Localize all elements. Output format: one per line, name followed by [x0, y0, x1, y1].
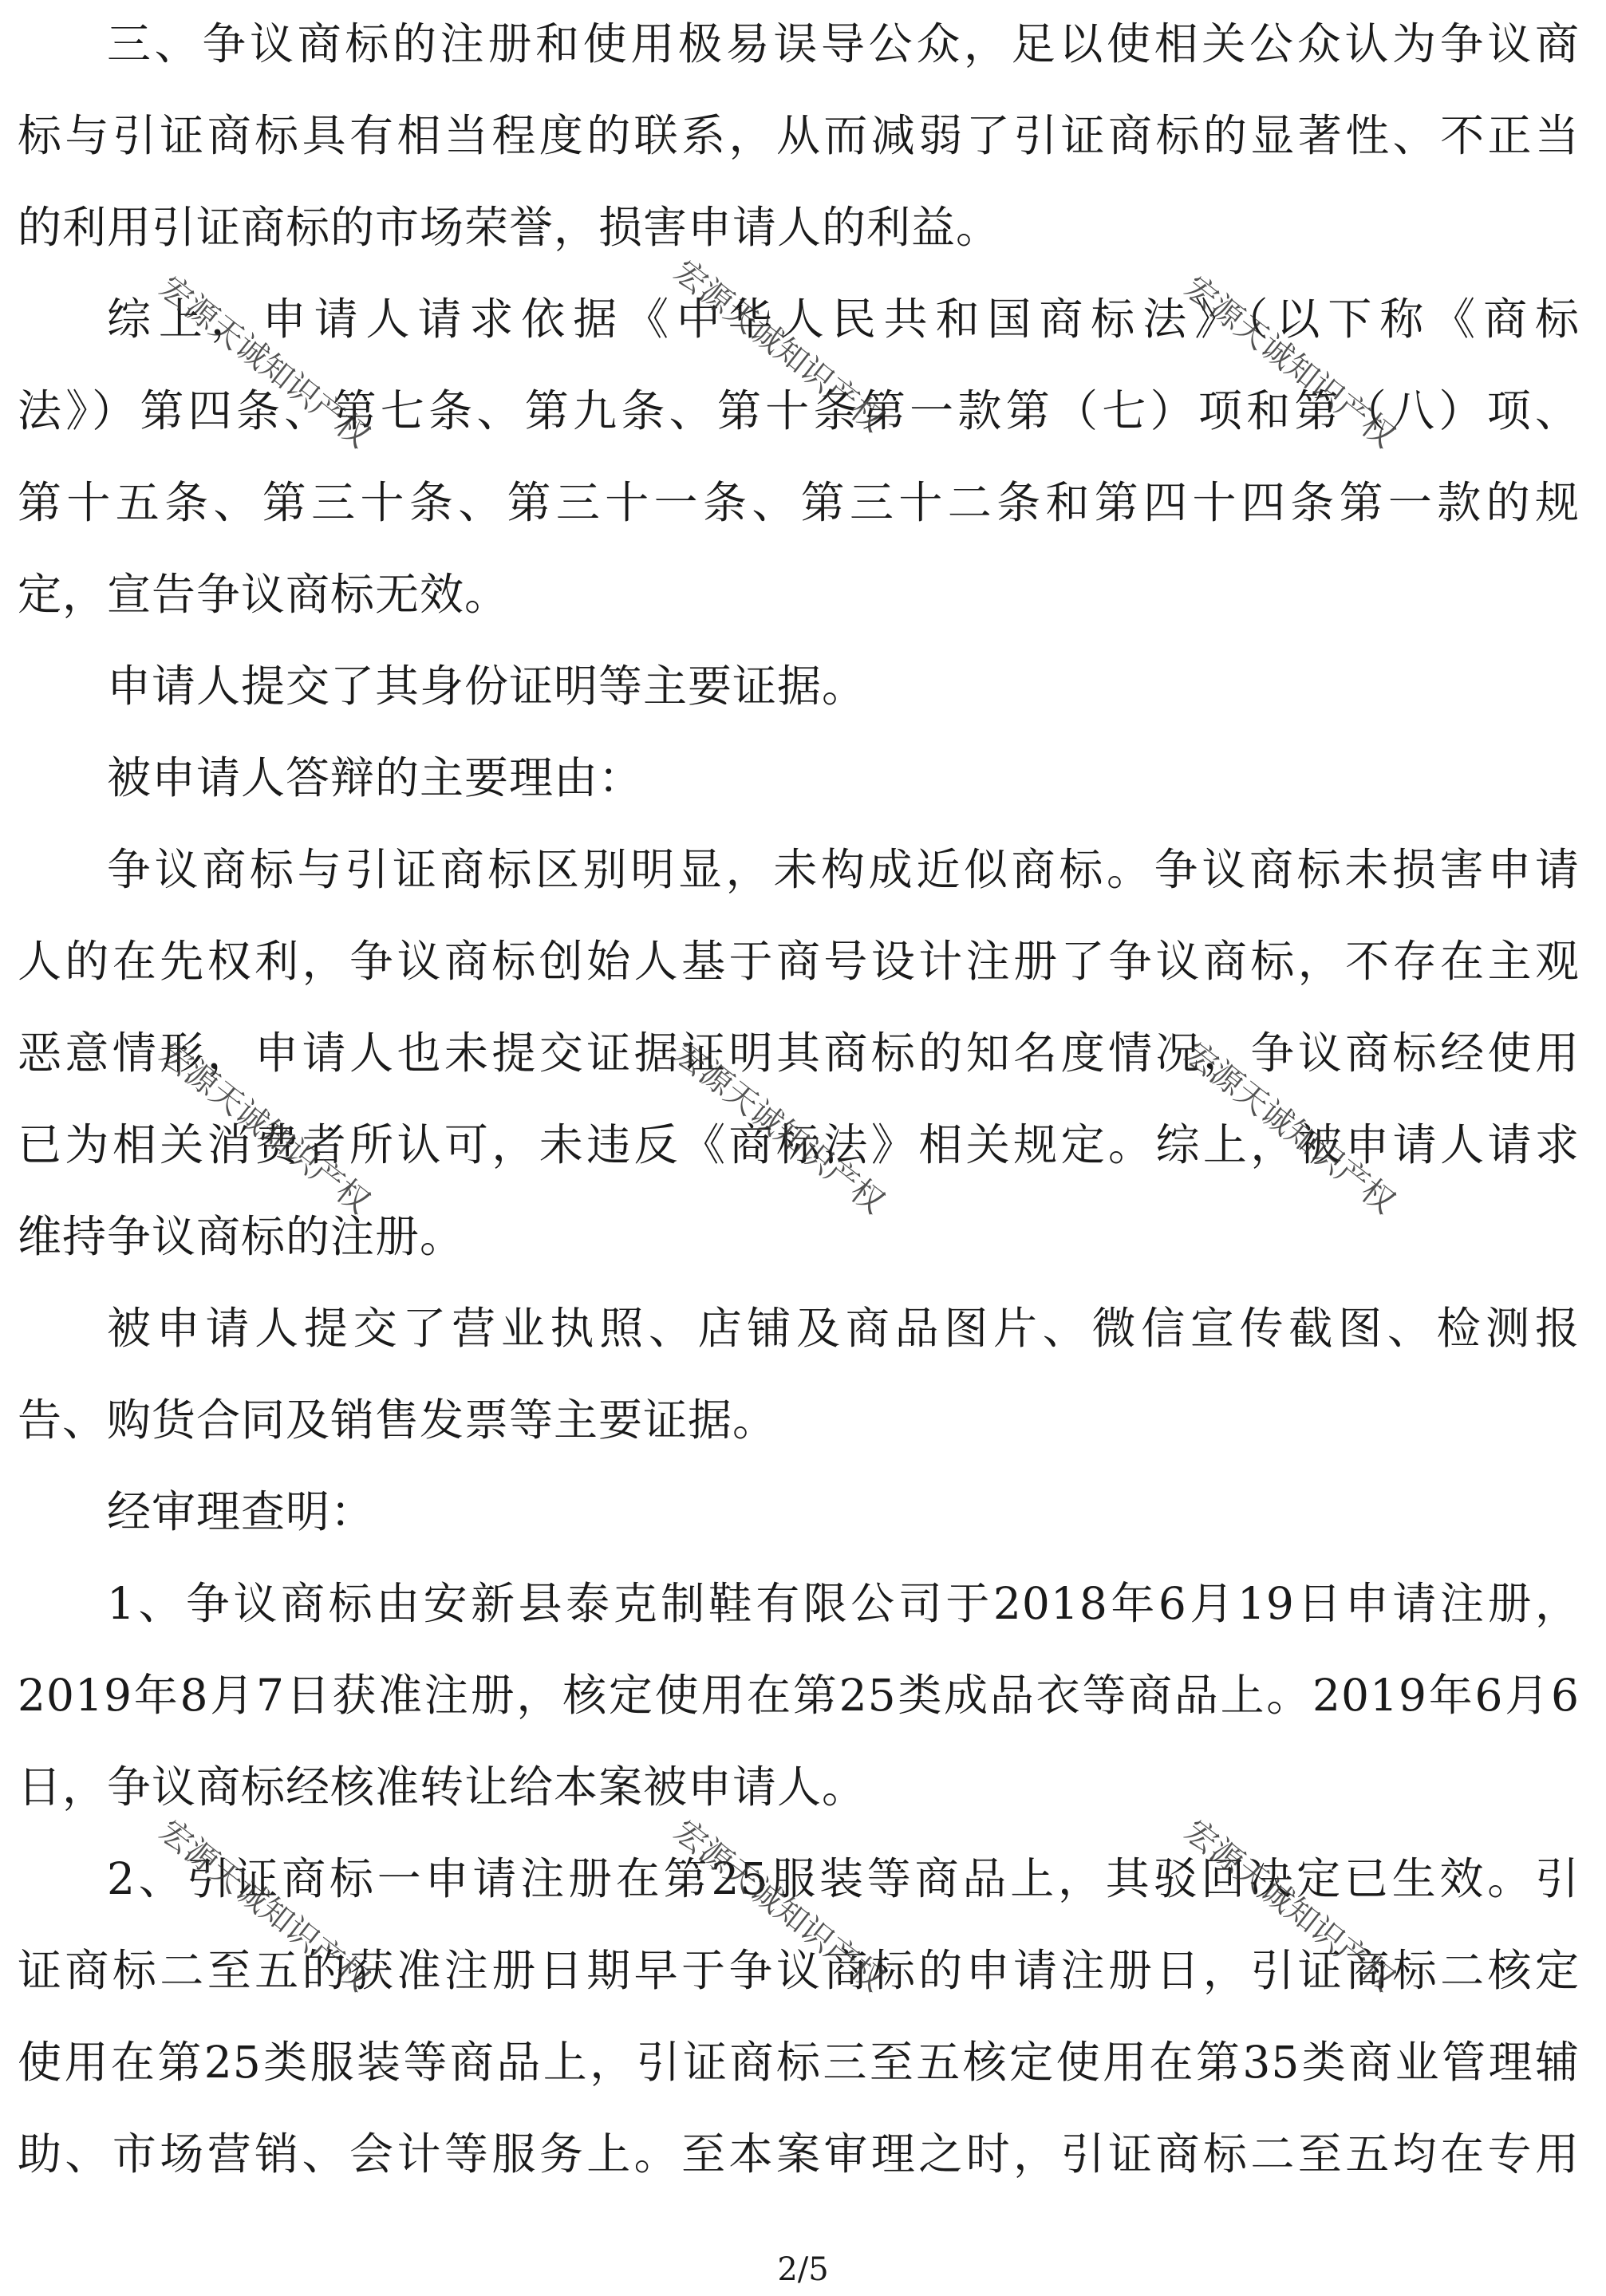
watermark-stamp: 宏源天诚知识产权: [667, 1813, 891, 1999]
watermark-stamp: 宏源天诚知识产权: [1178, 1035, 1402, 1221]
watermark-stamp: 宏源天诚知识产权: [152, 1035, 377, 1221]
text-line-10: 争议商标与引证商标区别明显，未构成近似商标。争议商标未损害申请: [107, 844, 1580, 895]
text-line-17: 经审理查明：: [107, 1486, 376, 1537]
text-line-14: 维持争议商标的注册。: [18, 1211, 465, 1262]
text-line-21: 2、引证商标一申请注册在第25服装等商品上，其驳回决定已生效。引: [107, 1853, 1580, 1904]
text-line-18: 1、争议商标由安新县泰克制鞋有限公司于2018年6月19日申请注册，: [107, 1578, 1580, 1629]
text-line-9: 被申请人答辩的主要理由：: [107, 752, 644, 803]
text-line-24: 助、市场营销、会计等服务上。至本案审理之时，引证商标二至五均在专用: [18, 2128, 1580, 2180]
text-line-11: 人的在先权利，争议商标创始人基于商号设计注册了争议商标，不存在主观: [18, 936, 1580, 987]
text-line-3: 的利用引证商标的市场荣誉，损害申请人的利益。: [18, 202, 1001, 253]
watermark-stamp: 宏源天诚知识产权: [667, 253, 891, 440]
text-line-2: 标与引证商标具有相当程度的联系，从而减弱了引证商标的显著性、不正当: [18, 110, 1580, 161]
text-line-7: 定，宣告争议商标无效。: [18, 569, 510, 620]
text-line-19: 2019年8月7日获准注册，核定使用在第25类成品衣等商品上。2019年6月6: [18, 1670, 1580, 1721]
text-line-20: 日，争议商标经核准转让给本案被申请人。: [18, 1761, 867, 1813]
watermark-stamp: 宏源天诚知识产权: [667, 1035, 891, 1221]
text-line-4: 综上，申请人请求依据《中华人民共和国商标法》（以下称《商标: [107, 294, 1580, 345]
text-line-15: 被申请人提交了营业执照、店铺及商品图片、微信宣传截图、检测报: [107, 1303, 1580, 1354]
text-line-16: 告、购货合同及销售发票等主要证据。: [18, 1395, 778, 1446]
text-line-8: 申请人提交了其身份证明等主要证据。: [107, 661, 867, 712]
watermark-stamp: 宏源天诚知识产权: [152, 1813, 377, 1999]
watermark-stamp: 宏源天诚知识产权: [152, 269, 377, 456]
text-line-23: 使用在第25类服装等商品上，引证商标三至五核定使用在第35类商业管理辅: [18, 2037, 1580, 2088]
text-line-1: 三、争议商标的注册和使用极易误导公众，足以使相关公众认为争议商: [107, 18, 1580, 69]
watermark-stamp: 宏源天诚知识产权: [1178, 1813, 1402, 1999]
text-line-5: 法》）第四条、第七条、第九条、第十条第一款第（七）项和第（八）项、: [18, 385, 1580, 436]
text-line-13: 已为相关消费者所认可，未违反《商标法》相关规定。综上，被申请人请求: [18, 1119, 1580, 1170]
text-line-22: 证商标二至五的获准注册日期早于争议商标的申请注册日，引证商标二核定: [18, 1945, 1580, 1996]
text-line-6: 第十五条、第三十条、第三十一条、第三十二条和第四十四条第一款的规: [18, 477, 1580, 528]
watermark-stamp: 宏源天诚知识产权: [1178, 269, 1402, 456]
page-number: 2/5: [777, 2251, 829, 2288]
text-line-12: 恶意情形，申请人也未提交证据证明其商标的知名度情况，争议商标经使用: [18, 1028, 1580, 1079]
